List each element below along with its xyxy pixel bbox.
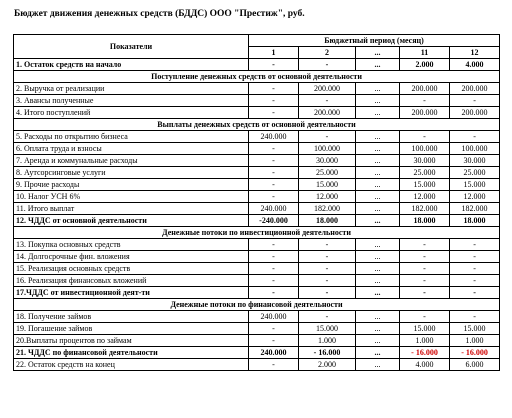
cell-value: 1.000 [400,335,450,347]
cell-value: - [249,287,299,299]
cell-value: 1.000 [450,335,500,347]
cell-value: 12.000 [400,191,450,203]
indicators-header: Показатели [14,35,249,59]
budget-period-header: Бюджетный период (месяц) [249,35,500,47]
cell-value: - [249,239,299,251]
cell-value: 15.000 [450,323,500,335]
section-header-row [14,227,500,239]
cell-value: ... [356,203,400,215]
section-header-row [14,299,500,311]
cell-value: - [249,335,299,347]
row-label: 13. Покупка основных средств [14,239,249,251]
section-header-row [14,71,500,83]
cell-value: - [249,275,299,287]
cell-value: ... [356,287,400,299]
section-title: Денежные потоки по финансовой деятельности [14,299,500,311]
table-row [14,59,500,71]
cell-value: ... [356,323,400,335]
cell-value: ... [356,263,400,275]
table-row [14,107,500,119]
table-row [14,311,500,323]
cell-value: - [450,275,500,287]
cell-value: ... [356,131,400,143]
cell-value: ... [356,335,400,347]
row-label: 7. Аренда и коммунальные расходы [14,155,249,167]
cell-value: - [249,263,299,275]
cell-value: 25.000 [450,167,500,179]
row-label: 19. Погашение займов [14,323,249,335]
row-label: 11. Итого выплат [14,203,249,215]
cell-value: - [299,239,356,251]
cell-value: 4.000 [450,59,500,71]
cell-value: 2.000 [299,359,356,371]
cell-value: ... [356,107,400,119]
cell-value: - [249,251,299,263]
table-row [14,287,500,299]
cell-value: - [400,275,450,287]
cell-value: ... [356,59,400,71]
cell-value: - [299,251,356,263]
cell-value: 1.000 [299,335,356,347]
cell-value: 100.000 [450,143,500,155]
row-label: 1. Остаток средств на начало [14,59,249,71]
cell-value: ... [356,191,400,203]
cell-value: 18.000 [450,215,500,227]
cell-value: - 16.000 [299,347,356,359]
table-row [14,335,500,347]
row-label: 16. Реализация финансовых вложений [14,275,249,287]
cell-value: - [249,323,299,335]
cell-value: 15.000 [400,179,450,191]
table-row [14,347,500,359]
row-label: 15. Реализация основных средств [14,263,249,275]
cell-value: 100.000 [299,143,356,155]
cell-value: 18.000 [299,215,356,227]
section-header-row [14,119,500,131]
cell-value: - [400,95,450,107]
cell-value: 18.000 [400,215,450,227]
row-label: 22. Остаток средств на конец [14,359,249,371]
cell-value: - [450,251,500,263]
table-row [14,359,500,371]
table-row [14,251,500,263]
cell-value: - [400,239,450,251]
cell-value: ... [356,143,400,155]
cell-value: ... [356,275,400,287]
cell-value: 200.000 [299,83,356,95]
cell-value: 25.000 [299,167,356,179]
row-label: 8. Аутсорсинговые услуги [14,167,249,179]
cell-value: 100.000 [400,143,450,155]
cell-value: - 16.000 [400,347,450,359]
month-header: 1 [249,47,299,59]
cell-value: 200.000 [400,107,450,119]
month-header: 11 [400,47,450,59]
cell-value: 182.000 [450,203,500,215]
cell-value: - [299,287,356,299]
cell-value: - [249,167,299,179]
cell-value: -240.000 [249,215,299,227]
row-label: 17.ЧДДС от инвестиционной деят-ти [14,287,249,299]
cell-value: ... [356,167,400,179]
cell-value: 200.000 [299,107,356,119]
month-header: 12 [450,47,500,59]
cell-value: - [450,131,500,143]
row-label: 2. Выручка от реализации [14,83,249,95]
cell-value: 240.000 [249,311,299,323]
cell-value: ... [356,347,400,359]
cell-value: 25.000 [400,167,450,179]
cell-value: 15.000 [299,323,356,335]
cell-value: - [400,131,450,143]
table-row [14,263,500,275]
row-label: 9. Прочие расходы [14,179,249,191]
cell-value: - 16.000 [450,347,500,359]
cell-value: - [249,359,299,371]
cell-value: 200.000 [450,83,500,95]
table-row [14,155,500,167]
cell-value: 6.000 [450,359,500,371]
cell-value: ... [356,215,400,227]
table-row [14,215,500,227]
cell-value: - [249,95,299,107]
month-header: 2 [299,47,356,59]
cell-value: 30.000 [450,155,500,167]
cell-value: 15.000 [400,323,450,335]
table-row [14,275,500,287]
table-row [14,83,500,95]
section-title: Выплаты денежных средств от основной деятельности [14,119,500,131]
table-row [14,203,500,215]
cell-value: 240.000 [249,131,299,143]
cell-value: - [299,131,356,143]
cell-value: - [400,251,450,263]
cell-value: 15.000 [450,179,500,191]
table-row [14,323,500,335]
cell-value: 30.000 [299,155,356,167]
cell-value: 12.000 [299,191,356,203]
section-title: Поступление денежных средств от основной деятельности [14,71,500,83]
cell-value: - [299,311,356,323]
row-label: 21. ЧДДС по финансовой деятельности [14,347,249,359]
row-label: 18. Получение займов [14,311,249,323]
cell-value: - [400,311,450,323]
cell-value: 15.000 [299,179,356,191]
cell-value: ... [356,239,400,251]
cell-value: ... [356,251,400,263]
cell-value: - [249,59,299,71]
cell-value: - [249,191,299,203]
row-label: 12. ЧДДС от основной деятельности [14,215,249,227]
table-row [14,191,500,203]
row-label: 3. Авансы полученные [14,95,249,107]
row-label: 10. Налог УСН 6% [14,191,249,203]
cell-value: - [299,275,356,287]
cell-value: 12.000 [450,191,500,203]
cell-value: ... [356,83,400,95]
cell-value: ... [356,95,400,107]
cell-value: 4.000 [400,359,450,371]
table-row [14,131,500,143]
section-title: Денежные потоки по инвестиционной деятельности [14,227,500,239]
cell-value: - [450,239,500,251]
cell-value: - [400,287,450,299]
month-header: ... [356,47,400,59]
cell-value: - [249,155,299,167]
cell-value: - [299,59,356,71]
cell-value: 30.000 [400,155,450,167]
cell-value: - [249,107,299,119]
row-label: 14. Долгосрочные фин. вложения [14,251,249,263]
cell-value: - [299,263,356,275]
cell-value: 240.000 [249,203,299,215]
cell-value: 200.000 [400,83,450,95]
table-row [14,167,500,179]
cell-value: - [450,95,500,107]
cell-value: - [249,83,299,95]
cell-value: - [400,263,450,275]
cell-value: 2.000 [400,59,450,71]
cell-value: 182.000 [400,203,450,215]
table-row [14,95,500,107]
cell-value: 182.000 [299,203,356,215]
table-row [14,179,500,191]
cell-value: 200.000 [450,107,500,119]
row-label: 20.Выплаты процентов по займам [14,335,249,347]
table-row [14,143,500,155]
cell-value: - [299,95,356,107]
document-title: Бюджет движения денежных средств (БДДС) ООО "Престиж", руб. [14,9,305,19]
cell-value: - [249,143,299,155]
cell-value: ... [356,155,400,167]
cell-value: - [450,287,500,299]
cell-value: ... [356,311,400,323]
table-row [14,239,500,251]
row-label: 6. Оплата труда и взносы [14,143,249,155]
cell-value: - [249,179,299,191]
row-label: 5. Расходы по открытию бизнеса [14,131,249,143]
cell-value: 240.000 [249,347,299,359]
cell-value: - [450,263,500,275]
cash-flow-budget-table [13,34,500,371]
table-body [14,59,500,371]
row-label: 4. Итого поступлений [14,107,249,119]
cell-value: ... [356,359,400,371]
cell-value: - [450,311,500,323]
cell-value: ... [356,179,400,191]
